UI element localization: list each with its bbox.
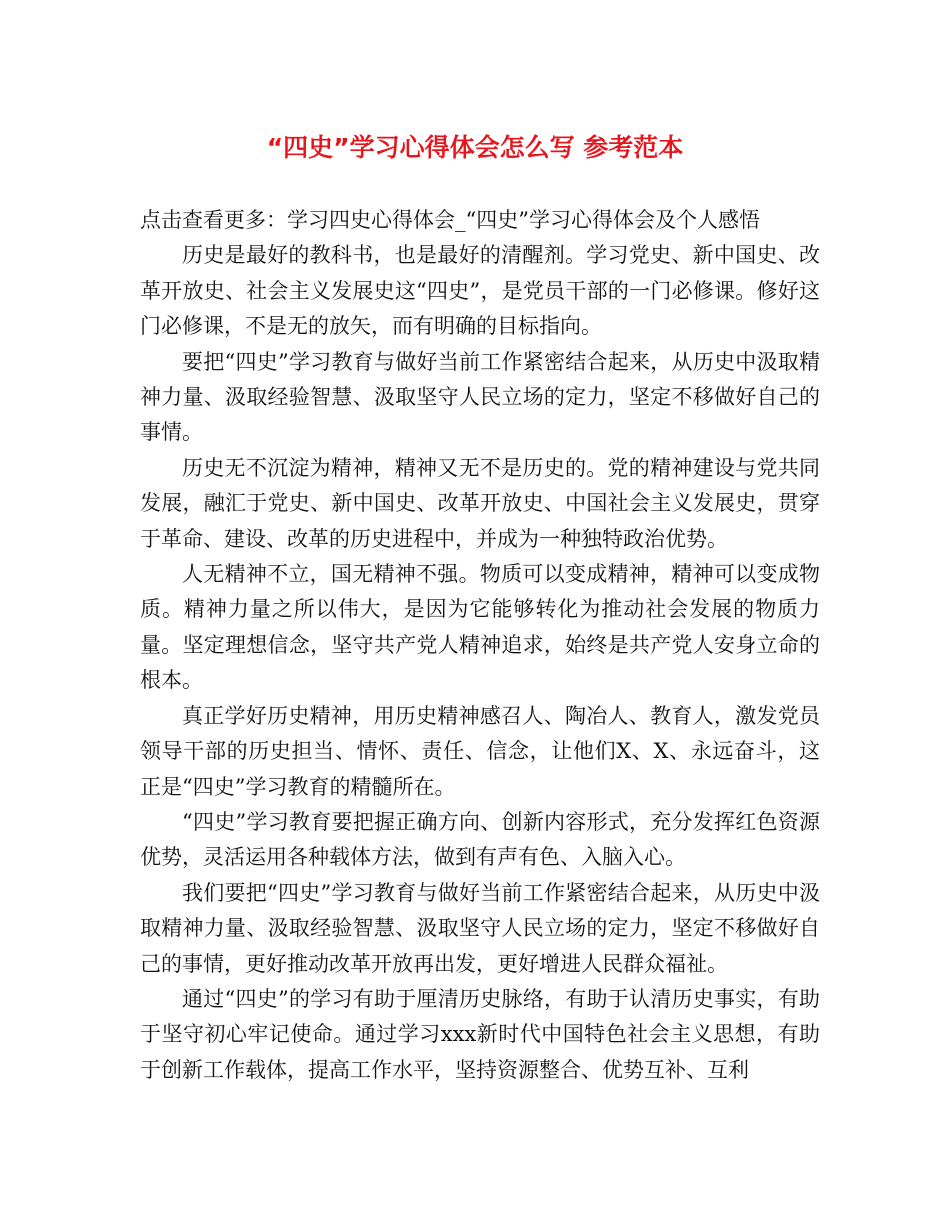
paragraph: 历史无不沉淀为精神，精神又无不是历史的。党的精神建设与党共同发展，融汇于党史、新中国史、改革开放史、中国社会主义发展史，贯穿于革命、建设、改革的历史进程中，并成为一种独特政治优势。 [140,455,820,551]
paragraph: 人无精神不立，国无精神不强。物质可以变成精神，精神可以变成物质。精神力量之所以伟大，是因为它能够转化为推动社会发展的物质力量。坚定理想信念，坚守共产党人精神追求，始终是共产党人安身立命的根本。 [140,562,820,693]
paragraph: 通过“四史”的学习有助于厘清历史脉络，有助于认清历史事实，有助于坚守初心牢记使命。通过学习xxx新时代中国特色社会主义思想，有助于创新工作载体，提高工作水平，坚持资源整合、优势互补、互利 [140,986,820,1082]
more-link[interactable]: 点击查看更多：学习四史心得体会_“四史”学习心得体会及个人感悟 [140,208,760,232]
paragraph: “四史”学习教育要把握正确方向、创新内容形式，充分发挥红色资源优势，灵活运用各种载体方法，做到有声有色、入脑入心。 [140,809,820,870]
paragraph: 历史是最好的教科书，也是最好的清醒剂。学习党史、新中国史、改革开放史、社会主义发展史这“四史”，是党员干部的一门必修课。修好这门必修课，不是无的放矢，而有明确的目标指向。 [140,243,820,339]
document-body [140,203,820,1088]
paragraph: 我们要把“四史”学习教育与做好当前工作紧密结合起来，从历史中汲取精神力量、汲取经验智慧、汲取坚守人民立场的定力，坚定不移做好自己的事情，更好推动改革开放再出发，更好增进人民群众福祉。 [140,880,820,976]
paragraph: 要把“四史”学习教育与做好当前工作紧密结合起来，从历史中汲取精神力量、汲取经验智慧、汲取坚守人民立场的定力，坚定不移做好自己的事情。 [140,349,820,445]
document-title: “四史”学习心得体会怎么写 参考范本 [266,133,684,162]
paragraph: 真正学好历史精神，用历史精神感召人、陶冶人、教育人，激发党员领导干部的历史担当、情怀、责任、信念，让他们X、X、永远奋斗，这正是“四史”学习教育的精髓所在。 [140,703,820,799]
